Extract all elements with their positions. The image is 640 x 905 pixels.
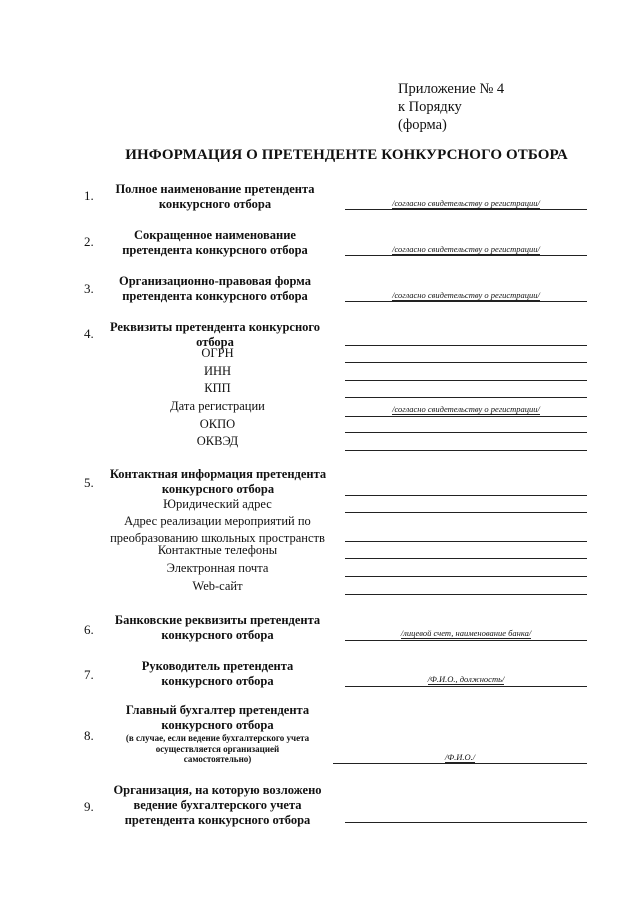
field-line-legal-address xyxy=(345,512,587,513)
appendix-label: Приложение № 4 xyxy=(398,81,505,97)
item-number: 9. xyxy=(84,799,94,814)
field-label-ogrn: ОГРН xyxy=(201,346,234,360)
item-number: 6. xyxy=(84,622,94,637)
item-label: Организационно-правовая форма претендента конкурсного отбора xyxy=(119,274,311,303)
field-label-okved: ОКВЭД xyxy=(196,434,239,448)
order-label: к Порядку xyxy=(398,99,462,115)
field-label-kpp: КПП xyxy=(204,381,231,395)
field-line xyxy=(345,822,587,823)
item-number: 5. xyxy=(84,475,94,490)
item-label: Организация, на которую возложено ведение бухгалтерского учета претендента конкурсного отбора xyxy=(113,783,322,827)
item-number: 3. xyxy=(84,281,94,296)
field-label-project-address: Адрес реализации мероприятий по преобразованию школьных пространств xyxy=(110,514,325,545)
field-line-reg-date xyxy=(345,416,587,417)
field-line xyxy=(345,345,587,346)
form-header xyxy=(398,80,504,134)
field-line-okpo xyxy=(345,432,587,433)
item-label: Главный бухгалтер претендента конкурсного отбора xyxy=(125,703,310,732)
field-label-legal-address: Юридический адрес xyxy=(163,497,272,511)
field-label-email: Электронная почта xyxy=(166,561,269,575)
field-line xyxy=(345,255,587,256)
field-line-okved xyxy=(345,450,587,451)
item-number: 4. xyxy=(84,326,94,341)
page-title: ИНФОРМАЦИЯ О ПРЕТЕНДЕНТЕ КОНКУРСНОГО ОТБОРА xyxy=(125,147,568,163)
form-label: (форма) xyxy=(398,117,447,133)
field-line xyxy=(333,763,587,764)
item-note: (в случае, если ведение бухгалтерского учета осуществляется организацией самостоятельно) xyxy=(125,733,310,764)
item-number: 2. xyxy=(84,234,94,249)
field-line-ogrn xyxy=(345,362,587,363)
field-line-inn xyxy=(345,380,587,381)
item-number: 8. xyxy=(84,728,94,743)
field-line xyxy=(345,209,587,210)
field-line xyxy=(345,495,587,496)
item-label: Полное наименование претендента конкурсного отбора xyxy=(115,182,315,211)
item-label: Контактная информация претендента конкурсного отбора xyxy=(109,467,327,496)
field-line xyxy=(345,686,587,687)
field-label-okpo: ОКПО xyxy=(199,417,236,431)
item-label: Сокращенное наименование претендента конкурсного отбора xyxy=(122,228,308,257)
field-line-phones xyxy=(345,558,587,559)
field-hint: /согласно свидетельству о регистрации/ xyxy=(392,290,540,300)
item-number: 7. xyxy=(84,667,94,682)
item-label: Банковские реквизиты претендента конкурсного отбора xyxy=(114,613,321,642)
field-hint: /лицевой счет, наименование банка/ xyxy=(400,628,532,638)
field-line-email xyxy=(345,576,587,577)
field-line-kpp xyxy=(345,397,587,398)
field-label-website: Web-сайт xyxy=(192,579,243,593)
field-hint: /согласно свидетельству о регистрации/ xyxy=(392,198,540,208)
field-line-website xyxy=(345,594,587,595)
item-number: 1. xyxy=(84,188,94,203)
field-label-inn: ИНН xyxy=(203,364,232,378)
field-label-reg-date: Дата регистрации xyxy=(170,399,265,413)
field-label-phones: Контактные телефоны xyxy=(157,543,278,557)
field-hint: /Ф.И.О./ xyxy=(444,752,476,762)
field-hint: /согласно свидетельству о регистрации/ xyxy=(392,244,540,254)
field-hint: /Ф.И.О., должность/ xyxy=(427,674,505,684)
field-line-project-address xyxy=(345,541,587,542)
field-hint: /согласно свидетельству о регистрации/ xyxy=(392,404,540,414)
field-line xyxy=(345,640,587,641)
item-label: Реквизиты претендента конкурсного отбора xyxy=(109,320,321,349)
item-label: Руководитель претендента конкурсного отбора xyxy=(141,659,294,688)
field-line xyxy=(345,301,587,302)
